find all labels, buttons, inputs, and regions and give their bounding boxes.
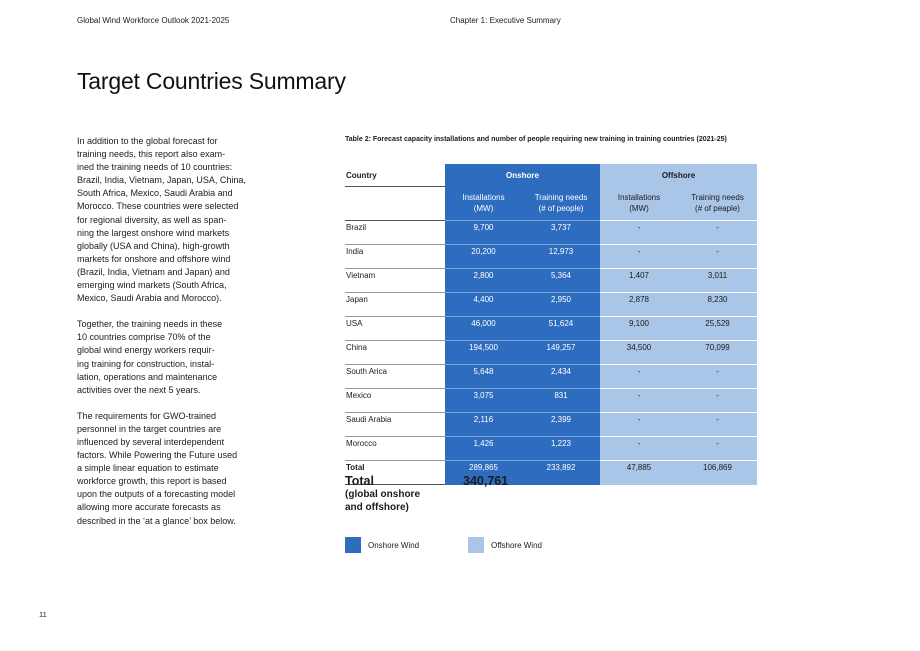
text-line: described in the ‘at a glance’ box below. bbox=[77, 515, 236, 526]
offshore-training-cell: 70,099 bbox=[678, 341, 757, 365]
country-cell: Mexico bbox=[345, 389, 445, 413]
paragraph-share bbox=[77, 318, 265, 397]
country-cell: Brazil bbox=[345, 221, 445, 245]
body-text bbox=[77, 135, 265, 541]
table-row bbox=[345, 221, 757, 245]
onshore-training-cell: 2,434 bbox=[522, 365, 600, 389]
country-column-header: Country bbox=[345, 164, 445, 187]
offshore-training-cell: - bbox=[678, 437, 757, 461]
table-subheader-row bbox=[345, 187, 757, 221]
onshore-installations-cell: 46,000 bbox=[445, 317, 522, 341]
offshore-training-cell: - bbox=[678, 245, 757, 269]
offshore-installations-cell: - bbox=[600, 413, 678, 437]
table-row bbox=[345, 293, 757, 317]
page-title: Target Countries Summary bbox=[77, 68, 346, 94]
paragraph-requirements bbox=[77, 410, 265, 528]
text-line: training needs, this report also exam- bbox=[77, 149, 226, 160]
text-line: ined the training needs of 10 countries: bbox=[77, 162, 233, 173]
offshore-training-cell: - bbox=[678, 413, 757, 437]
table-header-row bbox=[345, 164, 757, 187]
onshore-installations-cell: 2,116 bbox=[445, 413, 522, 437]
country-cell: India bbox=[345, 245, 445, 269]
onshore-training-cell: 149,257 bbox=[522, 341, 600, 365]
onshore-training-header bbox=[522, 187, 600, 221]
country-cell: China bbox=[345, 341, 445, 365]
onshore-installations-cell: 5,648 bbox=[445, 365, 522, 389]
table-caption: Table 2: Forecast capacity installations and number of people requiring new training in training countries (2021-25) bbox=[345, 136, 727, 143]
onshore-training-cell: 12,973 bbox=[522, 245, 600, 269]
offshore-installations-cell: - bbox=[600, 221, 678, 245]
training-needs-table bbox=[345, 164, 757, 485]
legend-offshore bbox=[468, 537, 542, 553]
subheader-line: Installations bbox=[462, 193, 505, 203]
grand-total-label bbox=[345, 474, 420, 514]
table-row bbox=[345, 317, 757, 341]
offshore-installations-cell: 1,407 bbox=[600, 269, 678, 293]
text-line: Brazil, India, Vietnam, Japan, USA, China, bbox=[77, 175, 246, 186]
offshore-training-cell: 3,011 bbox=[678, 269, 757, 293]
onshore-training-cell: 2,399 bbox=[522, 413, 600, 437]
offshore-training-cell: 25,529 bbox=[678, 317, 757, 341]
onshore-swatch bbox=[345, 537, 361, 553]
onshore-training-cell: 5,364 bbox=[522, 269, 600, 293]
offshore-installations-header bbox=[600, 187, 678, 221]
running-header-right: Chapter 1: Executive Summary bbox=[450, 16, 561, 25]
page-number: 11 bbox=[39, 610, 47, 619]
running-header-left: Global Wind Workforce Outlook 2021-2025 bbox=[77, 16, 230, 25]
grand-total-subtitle: (global onshore bbox=[345, 489, 420, 500]
onshore-installations-cell: 194,500 bbox=[445, 341, 522, 365]
table-row bbox=[345, 341, 757, 365]
offshore-training-cell: - bbox=[678, 221, 757, 245]
onshore-installations-cell: 2,800 bbox=[445, 269, 522, 293]
country-cell: USA bbox=[345, 317, 445, 341]
table-row bbox=[345, 269, 757, 293]
subheader-line: (MW) bbox=[473, 204, 494, 214]
offshore-training-total: 106,869 bbox=[678, 461, 757, 485]
total-label-cell: Total bbox=[345, 461, 445, 485]
table-row bbox=[345, 413, 757, 437]
grand-total-subtitle: and offshore) bbox=[345, 502, 409, 513]
table-row bbox=[345, 437, 757, 461]
onshore-training-cell: 1,223 bbox=[522, 437, 600, 461]
onshore-training-cell: 831 bbox=[522, 389, 600, 413]
table-row bbox=[345, 389, 757, 413]
text-line: globally (USA and China), high-growth bbox=[77, 240, 230, 251]
text-line: a simple linear equation to estimate bbox=[77, 463, 219, 474]
text-line: (Brazil, India, Vietnam and Japan) and bbox=[77, 266, 230, 277]
text-line: Together, the training needs in these bbox=[77, 319, 223, 330]
grand-total-title: Total bbox=[345, 474, 374, 488]
text-line: emerging wind markets (South Africa, bbox=[77, 280, 227, 291]
text-line: ning the largest onshore wind markets bbox=[77, 227, 230, 238]
paragraph-intro bbox=[77, 135, 265, 305]
onshore-installations-total: 289,865 bbox=[445, 461, 522, 485]
country-cell: Vietnam bbox=[345, 269, 445, 293]
offshore-swatch bbox=[468, 537, 484, 553]
offshore-installations-cell: - bbox=[600, 365, 678, 389]
offshore-installations-cell: - bbox=[600, 245, 678, 269]
grand-total-value: 340,761 bbox=[463, 474, 509, 488]
legend-offshore-label: Offshore Wind bbox=[491, 540, 542, 550]
text-line: for regional diversity, as well as span- bbox=[77, 214, 227, 225]
offshore-installations-cell: 9,100 bbox=[600, 317, 678, 341]
subheader-line: (# of people) bbox=[538, 204, 584, 214]
onshore-installations-cell: 9,700 bbox=[445, 221, 522, 245]
onshore-installations-cell: 1,426 bbox=[445, 437, 522, 461]
table-row bbox=[345, 245, 757, 269]
onshore-column-header: Onshore bbox=[445, 164, 600, 187]
onshore-installations-cell: 3,075 bbox=[445, 389, 522, 413]
onshore-training-cell: 51,624 bbox=[522, 317, 600, 341]
text-line: lation, operations and maintenance bbox=[77, 371, 218, 382]
legend-onshore-label: Onshore Wind bbox=[368, 540, 420, 550]
subheader-line: Training needs bbox=[691, 193, 744, 203]
offshore-training-cell: - bbox=[678, 389, 757, 413]
onshore-training-cell: 3,737 bbox=[522, 221, 600, 245]
offshore-installations-cell: - bbox=[600, 437, 678, 461]
text-line: personnel in the target countries are bbox=[77, 423, 222, 434]
offshore-training-cell: - bbox=[678, 365, 757, 389]
onshore-installations-cell: 4,400 bbox=[445, 293, 522, 317]
offshore-installations-cell: 2,878 bbox=[600, 293, 678, 317]
subheader-line: Installations bbox=[617, 193, 661, 203]
table-row bbox=[345, 365, 757, 389]
text-line: Morocco. These countries were selected bbox=[77, 201, 239, 212]
text-line: influenced by several interdependent bbox=[77, 436, 225, 447]
offshore-installations-cell: 34,500 bbox=[600, 341, 678, 365]
text-line: factors. While Powering the Future used bbox=[77, 450, 238, 461]
offshore-column-header: Offshore bbox=[600, 164, 757, 187]
text-line: South Africa, Mexico, Saudi Arabia and bbox=[77, 188, 233, 199]
subheader-line: (MW) bbox=[629, 204, 649, 214]
country-cell: Morocco bbox=[345, 437, 445, 461]
offshore-installations-cell: - bbox=[600, 389, 678, 413]
text-line: upon the outputs of a forecasting model bbox=[77, 489, 236, 500]
subheader-line: Training needs bbox=[534, 193, 588, 203]
onshore-training-total: 233,892 bbox=[522, 461, 600, 485]
text-line: Mexico, Saudi Arabia and Morocco). bbox=[77, 293, 222, 304]
blank-subheader bbox=[345, 187, 445, 221]
text-line: workforce growth, this report is based bbox=[77, 476, 227, 487]
text-line: allowing more accurate forecasts as bbox=[77, 502, 221, 513]
text-line: global wind energy workers requir- bbox=[77, 345, 215, 356]
text-line: 10 countries comprise 70% of the bbox=[77, 332, 211, 343]
offshore-installations-total: 47,885 bbox=[600, 461, 678, 485]
onshore-training-cell: 2,950 bbox=[522, 293, 600, 317]
text-line: markets for onshore and offshore wind bbox=[77, 253, 231, 264]
country-cell: Japan bbox=[345, 293, 445, 317]
onshore-installations-header bbox=[445, 187, 522, 221]
text-line: In addition to the global forecast for bbox=[77, 136, 218, 146]
subheader-line: (# of peaple) bbox=[695, 204, 740, 214]
text-line: ing training for construction, instal- bbox=[77, 358, 215, 369]
offshore-training-cell: 8,230 bbox=[678, 293, 757, 317]
country-cell: South Arica bbox=[345, 365, 445, 389]
text-line: The requirements for GWO-trained bbox=[77, 410, 217, 421]
legend-onshore bbox=[345, 537, 419, 553]
onshore-installations-cell: 20,200 bbox=[445, 245, 522, 269]
country-cell: Saudi Arabia bbox=[345, 413, 445, 437]
offshore-training-header bbox=[678, 187, 757, 221]
text-line: activities over the next 5 years. bbox=[77, 384, 201, 395]
